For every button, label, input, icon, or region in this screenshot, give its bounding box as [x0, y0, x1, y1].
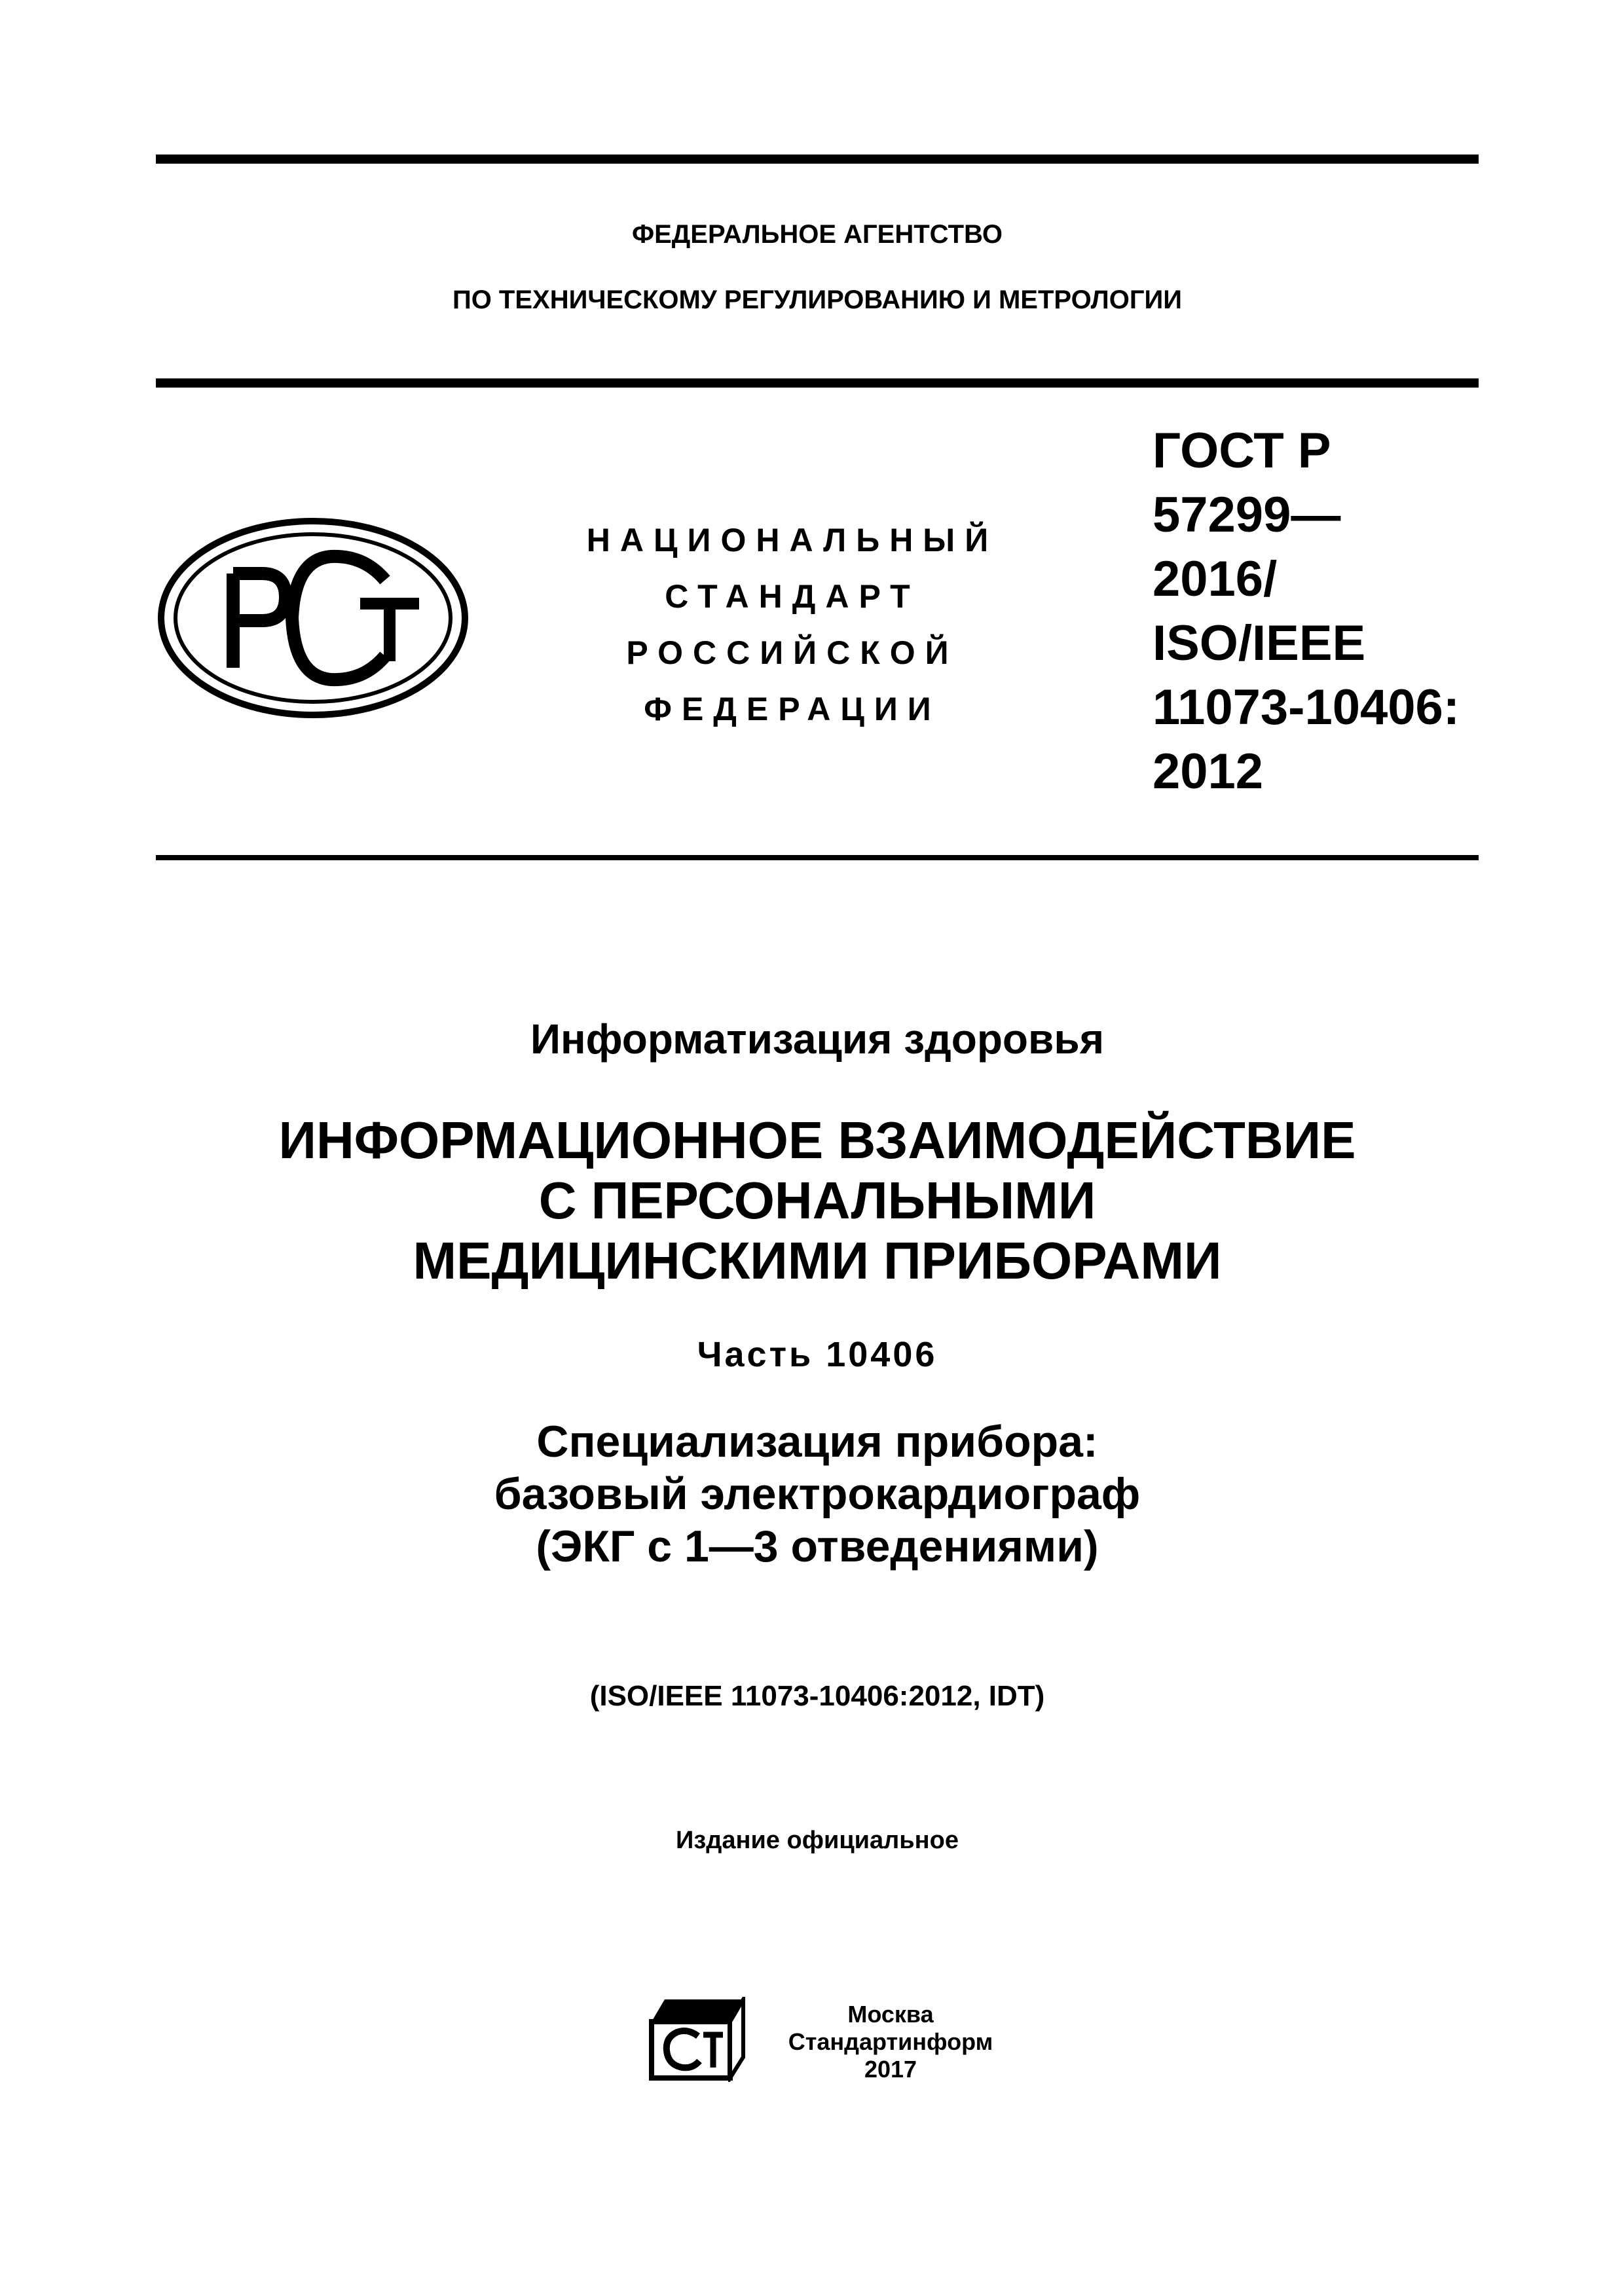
spec-line-1: Специализация прибора:: [536, 1417, 1098, 1467]
designation-line-3: 2016/: [1153, 551, 1278, 607]
main-title: [156, 1110, 1479, 1291]
publisher-city: Москва: [847, 2001, 934, 2028]
designation-line-6: 2012: [1153, 744, 1264, 799]
equivalence-note: (ISO/IEEE 11073-10406:2012, IDT): [589, 1680, 1045, 1712]
main-title-line-1: ИНФОРМАЦИОННОЕ ВЗАИМОДЕЙСТВИЕ: [278, 1111, 1356, 1169]
header-bottom-rule: [156, 378, 1479, 388]
designation-line-5: 11073-10406:: [1153, 680, 1460, 735]
designation-line-4: ISO/IEEE: [1153, 615, 1366, 671]
specialization-title: [156, 1415, 1479, 1573]
spec-line-3: (ЭКГ с 1—3 отведениями): [536, 1522, 1099, 1571]
ns-line-4: ФЕДЕРАЦИИ: [644, 691, 941, 727]
standard-designation: [1153, 419, 1493, 804]
publisher-name: Стандартинформ: [788, 2028, 993, 2055]
publisher-info: [773, 2001, 1008, 2083]
top-rule: [156, 155, 1479, 164]
designation-line-1: ГОСТ Р: [1153, 423, 1331, 479]
agency-line-2: ПО ТЕХНИЧЕСКОМУ РЕГУЛИРОВАНИЮ И МЕТРОЛОГИИ: [452, 285, 1183, 314]
standartinform-logo: [648, 1997, 747, 2082]
publisher-year: 2017: [864, 2056, 917, 2083]
national-standard-label: [570, 512, 1015, 737]
main-title-line-3: МЕДИЦИНСКИМИ ПРИБОРАМИ: [413, 1231, 1222, 1290]
subject-title: Информатизация здоровья: [530, 1015, 1105, 1063]
ns-line-1: НАЦИОНАЛЬНЫЙ: [586, 522, 999, 558]
main-title-line-2: С ПЕРСОНАЛЬНЫМИ: [538, 1171, 1096, 1230]
part-number: Часть 10406: [697, 1335, 938, 1374]
designation-line-2: 57299—: [1153, 487, 1341, 543]
spec-line-2: базовый электрокардиограф: [494, 1469, 1141, 1519]
agency-line-1: ФЕДЕРАЛЬНОЕ АГЕНТСТВО: [631, 220, 1003, 249]
designation-bottom-rule: [156, 855, 1479, 860]
ns-line-3: РОССИЙСКОЙ: [626, 634, 959, 671]
ns-line-2: СТАНДАРТ: [665, 578, 920, 615]
gost-logo: [156, 516, 470, 720]
edition-label: Издание официальное: [676, 1827, 959, 1854]
